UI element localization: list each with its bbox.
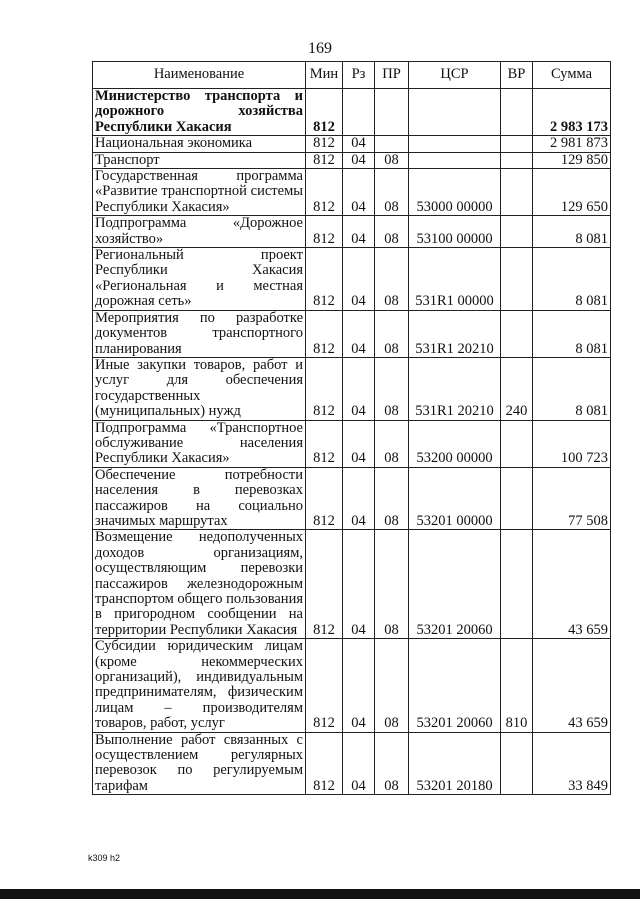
table-row <box>93 310 611 357</box>
row-vr <box>501 152 533 168</box>
row-min: 812 <box>306 357 343 420</box>
row-vr <box>501 89 533 136</box>
row-name: Государственная программа «Развитие транспортной системы Республики Хакасия» <box>93 169 306 216</box>
header-rz: Рз <box>343 62 375 89</box>
table-row <box>93 639 611 732</box>
table-row <box>93 216 611 248</box>
row-csr: 53000 00000 <box>409 169 501 216</box>
row-min: 812 <box>306 169 343 216</box>
row-rz: 04 <box>343 169 375 216</box>
row-rz: 04 <box>343 639 375 732</box>
row-name: Возмещение недополученных доходов организациям, осуществляющим перевозки пассажиров железнодорожным транспортом общего пользования в пригородном сообщении на территории Республики Хакасия <box>93 530 306 639</box>
table-row <box>93 152 611 168</box>
row-sum: 33 849 <box>533 732 611 795</box>
row-name: Подпрограмма «Транспортное обслуживание населения Республики Хакасия» <box>93 420 306 467</box>
row-sum: 2 981 873 <box>533 136 611 152</box>
row-name: Обеспечение потребности населения в перевозках пассажиров на социально значимых маршрутах <box>93 467 306 530</box>
row-sum: 8 081 <box>533 357 611 420</box>
row-min: 812 <box>306 216 343 248</box>
row-vr <box>501 310 533 357</box>
footer-code: k309 h2 <box>88 853 121 863</box>
row-csr <box>409 89 501 136</box>
row-pr: 08 <box>375 732 409 795</box>
row-vr: 240 <box>501 357 533 420</box>
row-sum: 2 983 173 <box>533 89 611 136</box>
row-min: 812 <box>306 136 343 152</box>
row-vr <box>501 136 533 152</box>
row-name: Подпрограмма «Дорожное хозяйство» <box>93 216 306 248</box>
row-min: 812 <box>306 639 343 732</box>
table-row <box>93 530 611 639</box>
row-sum: 43 659 <box>533 639 611 732</box>
row-rz: 04 <box>343 530 375 639</box>
row-pr <box>375 89 409 136</box>
header-pr: ПР <box>375 62 409 89</box>
header-vr: ВР <box>501 62 533 89</box>
header-csr: ЦСР <box>409 62 501 89</box>
row-pr: 08 <box>375 310 409 357</box>
row-rz: 04 <box>343 216 375 248</box>
header-sum: Сумма <box>533 62 611 89</box>
row-csr <box>409 136 501 152</box>
budget-table <box>92 61 611 795</box>
row-rz: 04 <box>343 248 375 311</box>
row-name: Иные закупки товаров, работ и услуг для обеспечения государственных (муниципальных) нужд <box>93 357 306 420</box>
row-vr <box>501 467 533 530</box>
table-row <box>93 136 611 152</box>
row-sum: 8 081 <box>533 310 611 357</box>
table-row <box>93 357 611 420</box>
row-name: Мероприятия по разработке документов транспортного планирования <box>93 310 306 357</box>
row-pr: 08 <box>375 420 409 467</box>
row-csr: 531R1 20210 <box>409 310 501 357</box>
row-csr: 53201 20060 <box>409 639 501 732</box>
table-row <box>93 89 611 136</box>
row-csr: 53201 20180 <box>409 732 501 795</box>
row-sum: 8 081 <box>533 248 611 311</box>
row-min: 812 <box>306 152 343 168</box>
row-vr <box>501 216 533 248</box>
scan-edge-bar <box>0 889 640 899</box>
row-min: 812 <box>306 732 343 795</box>
row-rz: 04 <box>343 152 375 168</box>
row-sum: 43 659 <box>533 530 611 639</box>
row-rz: 04 <box>343 310 375 357</box>
table-row <box>93 420 611 467</box>
page-number: 169 <box>308 40 332 57</box>
row-pr: 08 <box>375 530 409 639</box>
row-csr <box>409 152 501 168</box>
row-min: 812 <box>306 89 343 136</box>
header-row <box>93 62 611 89</box>
table-row <box>93 169 611 216</box>
row-rz: 04 <box>343 732 375 795</box>
row-name: Министерство транспорта и дорожного хозяйства Республики Хакасия <box>93 89 306 136</box>
row-min: 812 <box>306 420 343 467</box>
row-vr <box>501 530 533 639</box>
row-pr: 08 <box>375 248 409 311</box>
row-pr: 08 <box>375 216 409 248</box>
row-pr: 08 <box>375 639 409 732</box>
row-csr: 53200 00000 <box>409 420 501 467</box>
row-min: 812 <box>306 530 343 639</box>
row-min: 812 <box>306 248 343 311</box>
row-name: Национальная экономика <box>93 136 306 152</box>
table-row <box>93 467 611 530</box>
row-csr: 531R1 20210 <box>409 357 501 420</box>
row-rz: 04 <box>343 357 375 420</box>
row-rz <box>343 89 375 136</box>
row-pr: 08 <box>375 467 409 530</box>
row-name: Субсидии юридическим лицам (кроме некоммерческих организаций), индивидуальным предпринимателям, физическим лицам – производителям товаров, работ, услуг <box>93 639 306 732</box>
row-name: Региональный проект Республики Хакасия «Региональная и местная дорожная сеть» <box>93 248 306 311</box>
row-sum: 77 508 <box>533 467 611 530</box>
row-vr: 810 <box>501 639 533 732</box>
row-pr <box>375 136 409 152</box>
row-csr: 531R1 00000 <box>409 248 501 311</box>
row-sum: 100 723 <box>533 420 611 467</box>
row-pr: 08 <box>375 152 409 168</box>
table-row <box>93 732 611 795</box>
row-sum: 129 850 <box>533 152 611 168</box>
row-csr: 53100 00000 <box>409 216 501 248</box>
header-min: Мин <box>306 62 343 89</box>
row-csr: 53201 00000 <box>409 467 501 530</box>
row-rz: 04 <box>343 467 375 530</box>
row-vr <box>501 420 533 467</box>
row-vr <box>501 169 533 216</box>
row-sum: 129 650 <box>533 169 611 216</box>
row-rz: 04 <box>343 420 375 467</box>
row-name: Транспорт <box>93 152 306 168</box>
row-pr: 08 <box>375 169 409 216</box>
row-min: 812 <box>306 310 343 357</box>
row-name: Выполнение работ связанных с осуществлением регулярных перевозок по регулируемым тарифам <box>93 732 306 795</box>
row-vr <box>501 248 533 311</box>
row-min: 812 <box>306 467 343 530</box>
row-pr: 08 <box>375 357 409 420</box>
table-row <box>93 248 611 311</box>
row-sum: 8 081 <box>533 216 611 248</box>
row-csr: 53201 20060 <box>409 530 501 639</box>
row-rz: 04 <box>343 136 375 152</box>
row-vr <box>501 732 533 795</box>
header-name: Наименование <box>93 62 306 89</box>
